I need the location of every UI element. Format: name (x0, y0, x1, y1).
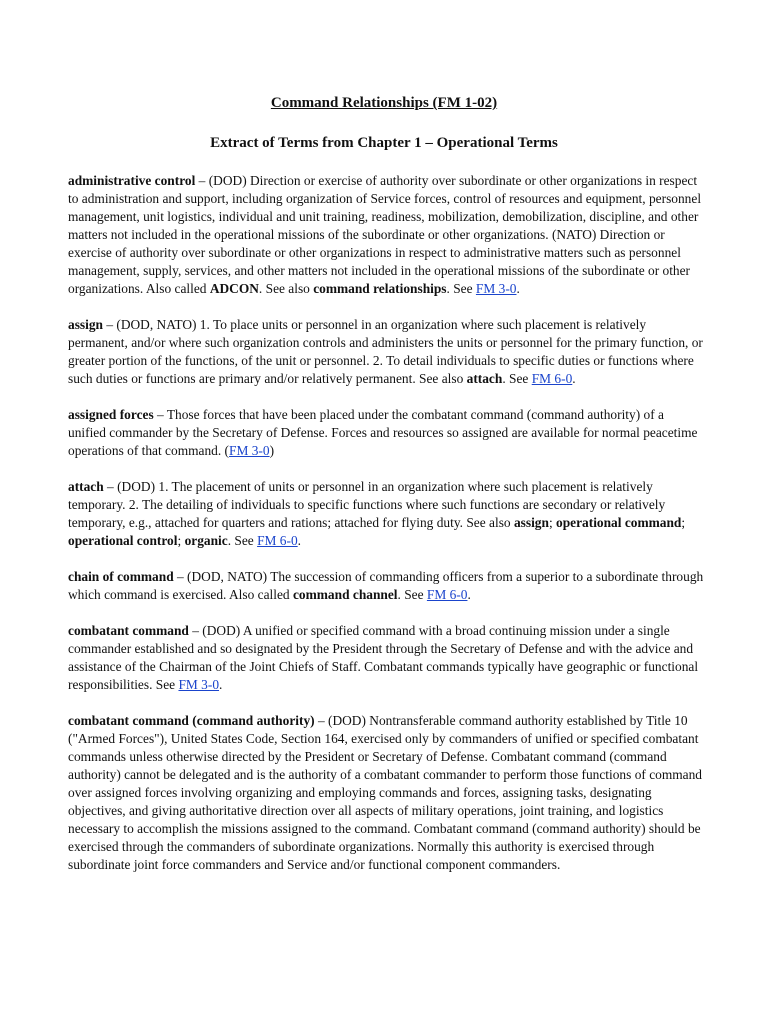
definition-text: . (297, 533, 302, 548)
fm-reference-link[interactable]: FM 3-0 (229, 443, 270, 458)
definition-text: . See also (258, 281, 314, 296)
definition-text: ; (548, 515, 557, 530)
term-heading: assign (68, 317, 103, 332)
definition-text: . See (446, 281, 476, 296)
cross-reference-term: command channel (292, 587, 398, 602)
glossary-entry-combatant-command-authority (68, 712, 704, 874)
term-heading: combatant command (68, 623, 189, 638)
fm-reference-link[interactable]: FM 6-0 (426, 587, 468, 602)
fm-reference-link[interactable]: FM 6-0 (257, 533, 298, 548)
definition-text: . See (227, 533, 258, 548)
glossary-entry-chain-of-command (68, 568, 704, 604)
cross-reference-term: operational command (556, 515, 682, 530)
term-heading: administrative control (68, 173, 196, 188)
definition-text: – (DOD) A unified or specified command with a broad continuing mission under a single commander established and so designated by the President through the Secretary of Defense and with the advice and assistance of the Chairman of the Joint Chiefs of Staff. Combatant commands typically have geographic or functional responsibilities. See (68, 623, 699, 692)
definition-text: . (467, 587, 471, 602)
fm-reference-link[interactable]: FM 6-0 (531, 371, 573, 386)
cross-reference-term: ADCON (209, 281, 259, 296)
glossary-entry-combatant-command (68, 622, 704, 694)
definition-text: . See (397, 587, 427, 602)
definition-text: . See (502, 371, 532, 386)
glossary-entry-administrative-control (68, 172, 704, 298)
cross-reference-term: attach (466, 371, 503, 386)
glossary-entry-attach (68, 478, 704, 550)
term-heading: assigned forces (68, 407, 154, 422)
cross-reference-term: operational control (68, 533, 178, 548)
definition-text: ; (177, 533, 185, 548)
glossary-entry-assign (68, 316, 704, 388)
definition-text: – (DOD) Nontransferable command authority established by Title 10 ("Armed Forces"), United States Code, Section 164, exercised only by commanders of unified or specified combatant commands unless otherwise directed by the President or Secretary of Defense. Combatant command (command authority) cannot be delegated and is the authority of a combatant commander to perform those functions of command over assigned forces involving organizing and employing commands and forces, assigning tasks, designating objectives, and giving authoritative direction over all aspects of military operations, joint training, and logistics necessary to accomplish the missions assigned to the command. Combatant command (command authority) should be exercised through the commanders of subordinate organizations. Normally this authority is exercised through subordinate joint force commanders and Service and/or functional component commanders. (68, 713, 702, 872)
fm-reference-link[interactable]: FM 3-0 (178, 677, 220, 692)
fm-reference-link[interactable]: FM 3-0 (475, 281, 517, 296)
definition-text: – (DOD) Direction or exercise of authority over subordinate or other organizations in respect to administration and support, including organization of Service forces, control of resources and equipment, personnel management, unit logistics, individual and unit training, readiness, mobilization, demobilization, discipline, and other matters not included in the operational missions of the subordinate or other organizations. (NATO) Direction or exercise of authority over subordinate or other organizations in respect to administrative matters such as personnel management, supply, services, and other matters not included in the operational missions of the subordinate or other organizations. Also called (68, 173, 702, 296)
glossary-entries (68, 172, 704, 892)
document-title: Command Relationships (FM 1-02) (270, 95, 498, 111)
definition-text: – (DOD, NATO) 1. To place units or personnel in an organization where such placement is relatively permanent, and/or where such organization controls and administers the units or personnel for the primary function, or greater portion of the functions, of the unit or personnel. 2. To detail individuals to specific duties or functions where such duties or functions are primary and/or relatively permanent. See also (68, 317, 703, 386)
definition-text: . (516, 281, 520, 296)
definition-text: . (219, 677, 223, 692)
definition-text: – (DOD) 1. The placement of units or personnel in an organization where such placement is relatively temporary. 2. The detailing of individuals to specific functions where such functions are secondary or relatively temporary, e.g., attached for quarters and rations; attached for flying duty. See also (68, 479, 666, 530)
definition-text: . (572, 371, 576, 386)
term-heading: combatant command (command authority) (68, 713, 315, 728)
document-subtitle: Extract of Terms from Chapter 1 – Operational Terms (210, 135, 558, 151)
glossary-entry-assigned-forces (68, 406, 704, 460)
term-heading: attach (68, 479, 104, 494)
definition-text: ; (681, 515, 686, 530)
term-heading: chain of command (68, 569, 174, 584)
definition-text: – Those forces that have been placed under the combatant command (command authority) of a unified commander by the Secretary of Defense. Forces and resources so assigned are available for normal peacetime operations of that command. ( (68, 407, 698, 458)
definition-text: ) (269, 443, 275, 458)
cross-reference-term: command relationships (313, 281, 447, 296)
definition-text: – (DOD, NATO) The succession of commanding officers from a superior to a subordinate through which command is exercised. Also called (68, 569, 704, 602)
cross-reference-term: assign (513, 515, 549, 530)
cross-reference-term: organic (184, 533, 228, 548)
